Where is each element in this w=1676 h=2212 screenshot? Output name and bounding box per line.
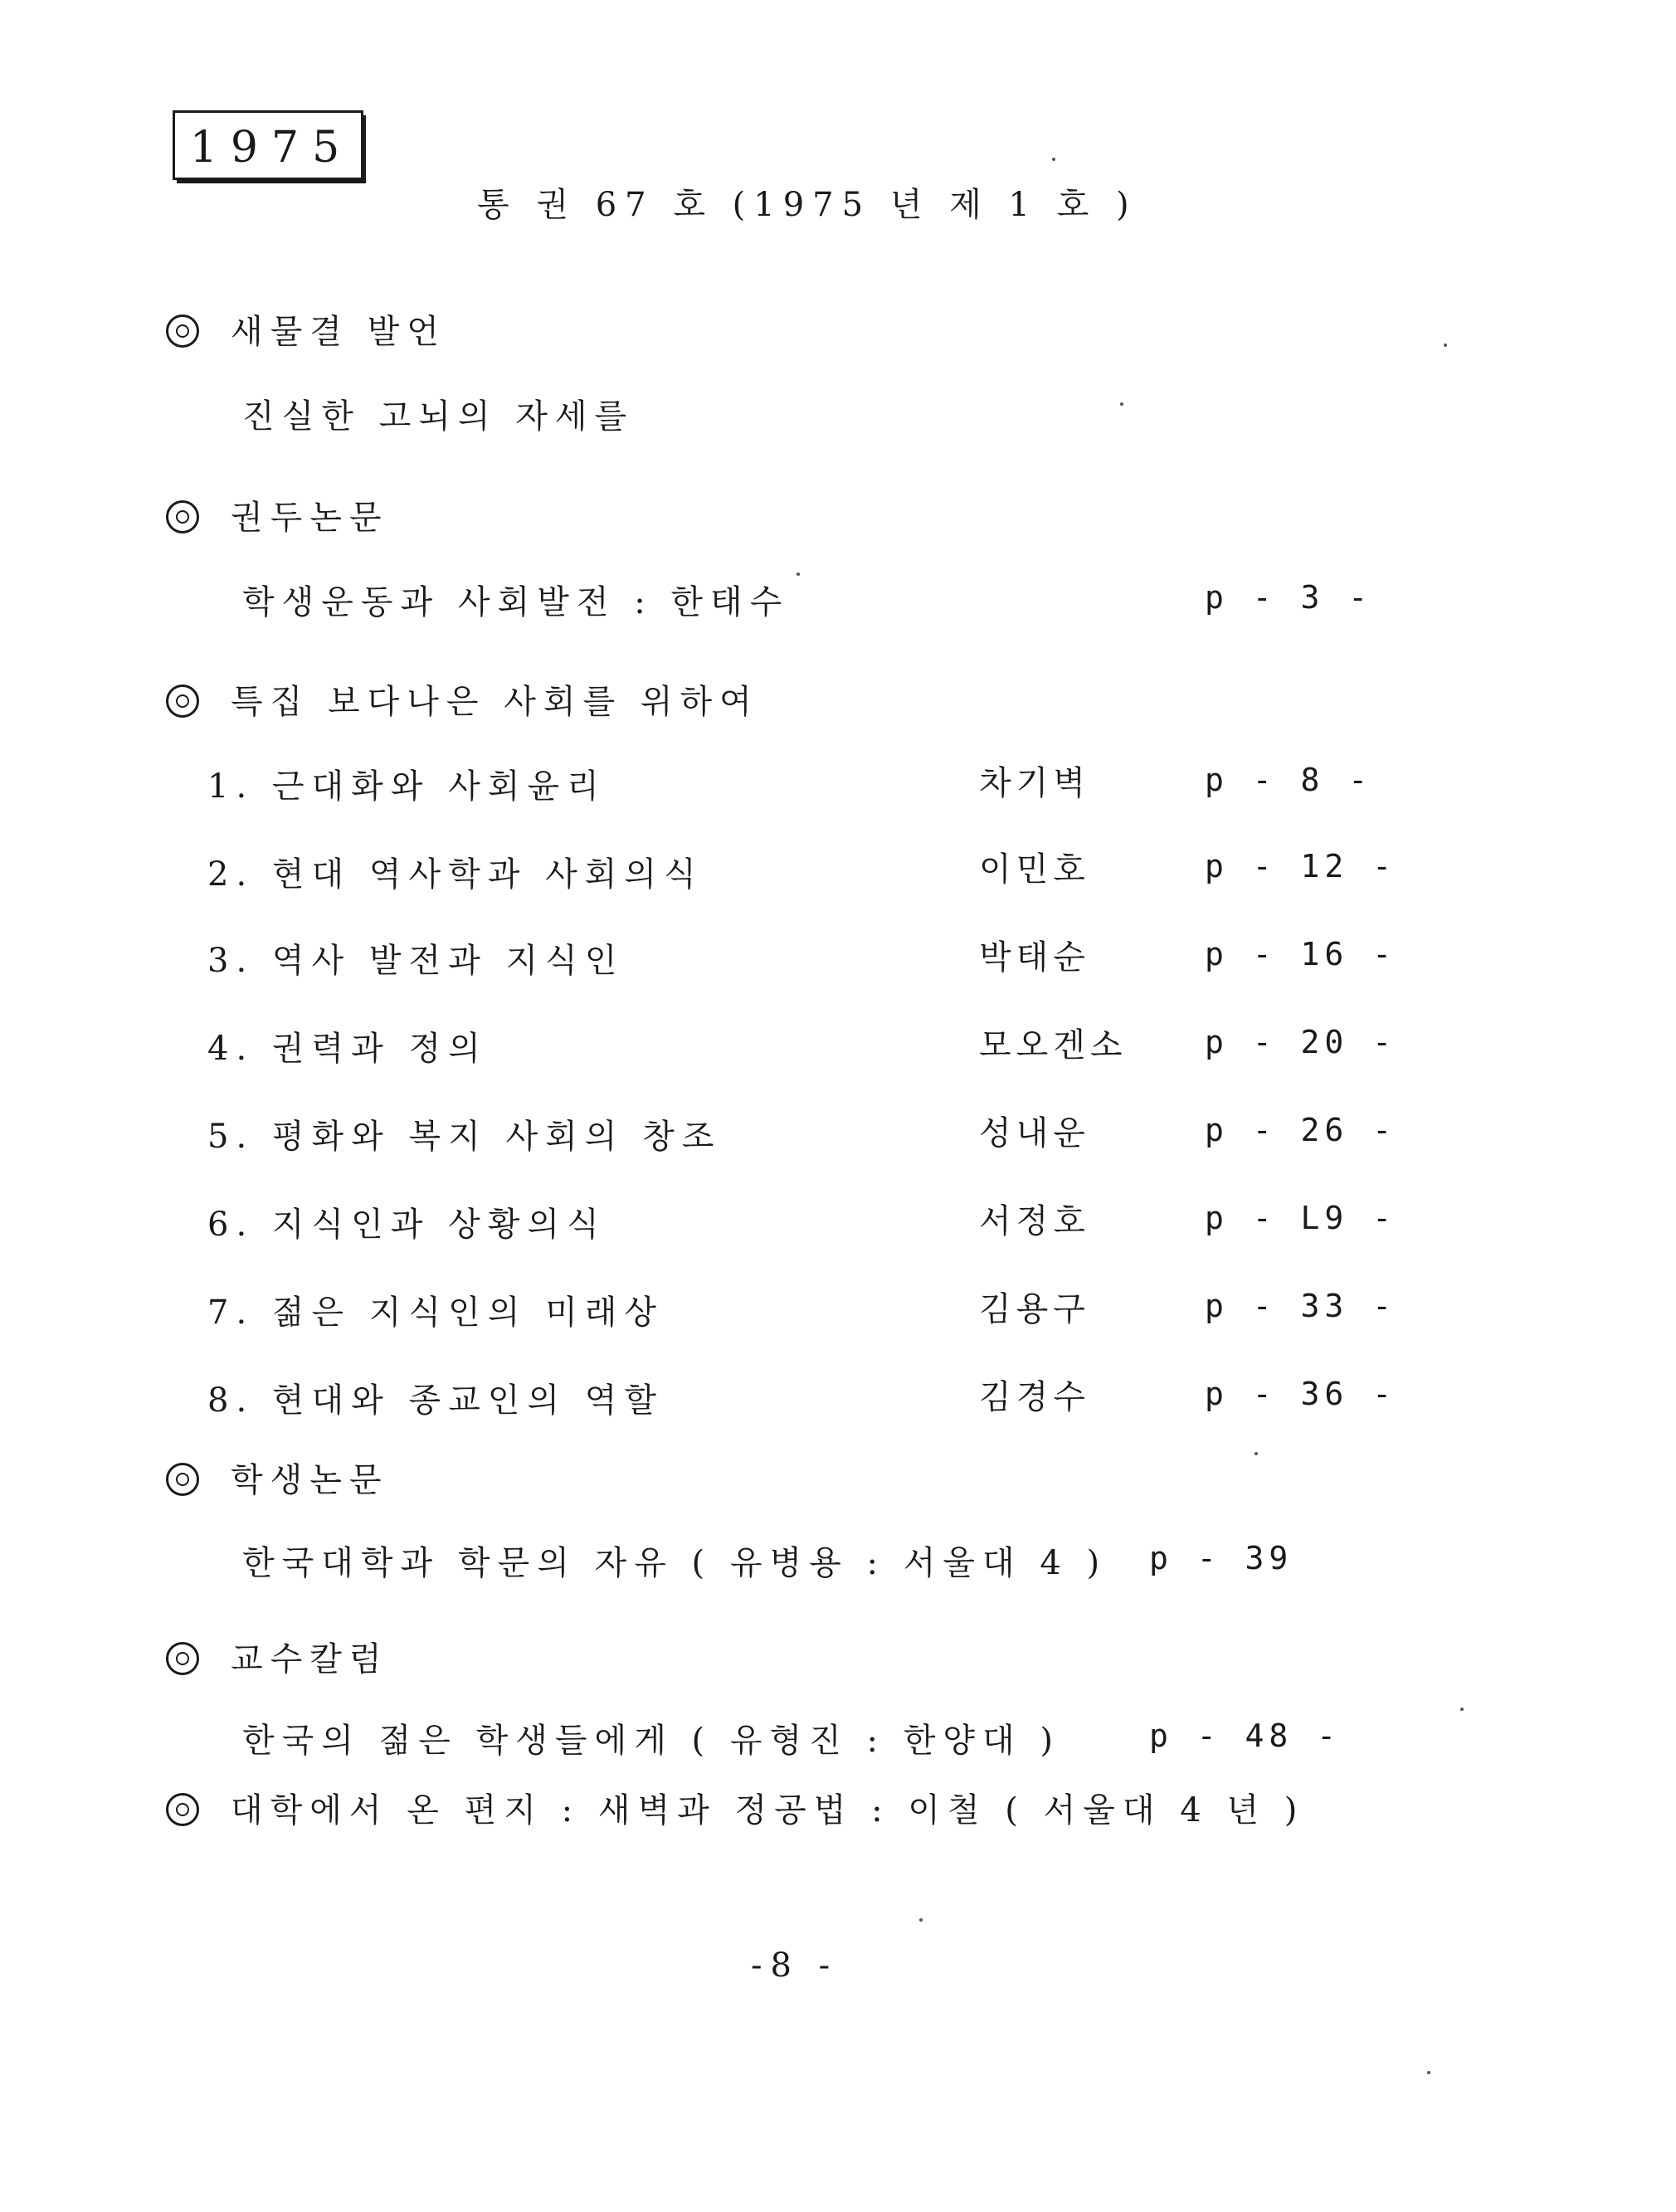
list-item-page: p - 12 - (1205, 848, 1397, 884)
section-heading-text: 권두논문 (231, 499, 389, 537)
section-heading-4 (166, 1454, 389, 1501)
scan-speck (1444, 343, 1447, 347)
scan-speck (1255, 1452, 1258, 1455)
list-item-title: 1. 근대화와 사회윤리 (207, 767, 607, 806)
list-item-title: 7. 젊은 지식인의 미래상 (207, 1294, 665, 1332)
list-item-page: p - 26 - (1205, 1112, 1397, 1148)
list-item-page: p - 33 - (1205, 1288, 1397, 1324)
section-heading-6 (166, 1784, 1304, 1831)
double-circle-icon (166, 1463, 199, 1496)
list-item-title: 3. 역사 발전과 지식인 (207, 942, 625, 980)
double-circle-icon (166, 314, 199, 348)
scan-speck (1052, 158, 1055, 161)
list-item-author: 이민호 (979, 850, 1090, 889)
section-article: 학생운동과 사회발전 : 한태수 (242, 583, 790, 621)
section-heading-5 (166, 1633, 389, 1680)
article-page: p - 48 - (1149, 1717, 1342, 1754)
list-item-author: 서정호 (979, 1202, 1090, 1240)
list-item-page: p - 8 - (1205, 762, 1373, 798)
scan-speck (1427, 2071, 1430, 2074)
section-heading-text: 교수칼럼 (231, 1640, 389, 1678)
double-circle-icon (166, 685, 199, 718)
list-item-author: 차기벽 (979, 764, 1090, 802)
article-page: p - 39 (1149, 1540, 1294, 1576)
section-heading-text: 대학에서 온 편지 : 새벽과 정공법 : 이철 ( 서울대 4 년 ) (231, 1791, 1305, 1830)
article-page: p - 3 - (1205, 579, 1373, 616)
scan-speck (1460, 1708, 1464, 1711)
list-item-title: 8. 현대와 종교인의 역할 (207, 1381, 665, 1420)
section-article: 진실한 고뇌의 자세를 (242, 397, 635, 436)
section-heading-text: 특집 보다나은 사회를 위하여 (231, 683, 759, 721)
list-item-title: 6. 지식인과 상황의식 (207, 1206, 607, 1244)
issue-title: 통 권 67 호 (1975 년 제 1 호 ) (477, 186, 1138, 224)
scan-speck (919, 1918, 923, 1922)
list-item-page: p - 36 - (1205, 1376, 1397, 1412)
scan-speck (1120, 402, 1123, 406)
list-item-author: 김용구 (979, 1290, 1090, 1328)
section-heading-1 (166, 305, 446, 353)
year-box: 1975 (173, 110, 363, 180)
page-number: -8 - (751, 1946, 839, 1985)
double-circle-icon (166, 1642, 199, 1675)
list-item-title: 5. 평화와 복지 사회의 창조 (207, 1118, 722, 1156)
list-item-author: 김경수 (979, 1378, 1090, 1416)
scan-speck (797, 572, 800, 576)
section-article: 한국의 젊은 학생들에게 ( 유형진 : 한양대 ) (242, 1722, 1060, 1760)
double-circle-icon (166, 1793, 199, 1826)
section-heading-text: 새물결 발언 (231, 313, 446, 351)
list-item-title: 2. 현대 역사학과 사회의식 (207, 855, 704, 894)
list-item-page: p - 16 - (1205, 936, 1397, 972)
section-article: 한국대학과 학문의 자유 ( 유병용 : 서울대 4 ) (242, 1544, 1108, 1582)
list-item-author: 모오겐소 (979, 1026, 1128, 1065)
list-item-page: p - 20 - (1205, 1024, 1397, 1060)
section-heading-text: 학생논문 (231, 1461, 389, 1499)
list-item-page: p - L9 - (1205, 1200, 1397, 1236)
double-circle-icon (166, 500, 199, 534)
section-heading-2 (166, 491, 389, 538)
list-item-author: 박태순 (979, 938, 1090, 977)
list-item-title: 4. 권력과 정의 (207, 1030, 488, 1068)
list-item-author: 성내운 (979, 1114, 1090, 1152)
section-heading-3 (166, 675, 759, 723)
